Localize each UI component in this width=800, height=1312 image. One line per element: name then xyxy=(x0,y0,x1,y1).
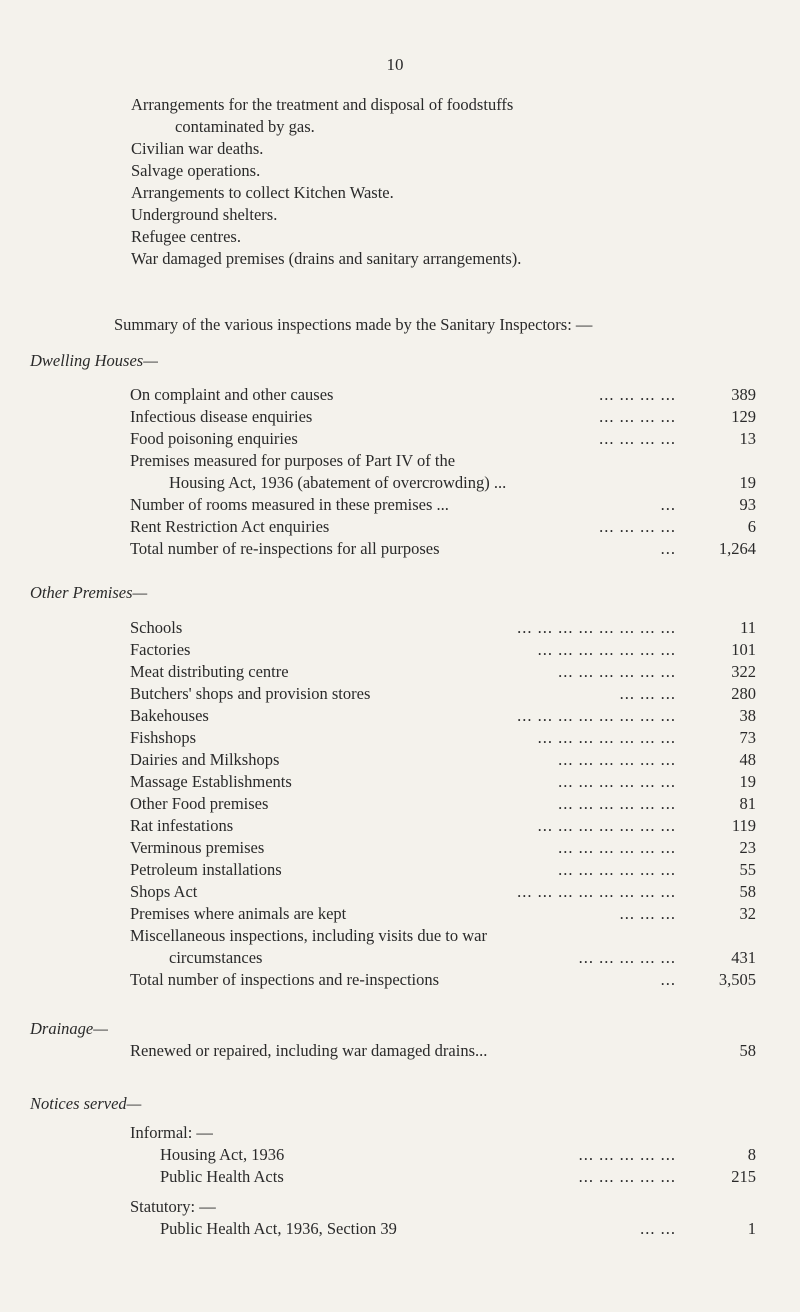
row-label: Schools xyxy=(130,618,183,637)
row-value: 58 xyxy=(739,882,756,901)
row-value: 1 xyxy=(747,1219,756,1238)
table-row xyxy=(130,472,756,494)
notices-statutory xyxy=(130,1196,756,1240)
table-row xyxy=(130,925,756,947)
intro-item: War damaged premises (drains and sanitary arrangements). xyxy=(131,249,522,268)
row-value: 23 xyxy=(739,838,756,857)
table-row xyxy=(130,859,756,881)
row-dots: ... xyxy=(660,495,676,514)
table-row xyxy=(130,494,756,516)
table-row xyxy=(130,617,756,639)
row-label: Miscellaneous inspections, including visits due to war xyxy=(130,926,487,945)
row-label: Bakehouses xyxy=(130,706,209,725)
row-value: 3,505 xyxy=(718,970,756,989)
table-row xyxy=(130,749,756,771)
table-row xyxy=(130,903,756,925)
row-label: Dairies and Milkshops xyxy=(130,750,280,769)
intro-list xyxy=(131,94,771,270)
table-row xyxy=(130,837,756,859)
summary-intro: Summary of the various inspections made by the Sanitary Inspectors: — xyxy=(114,315,593,334)
row-dots: ... ... xyxy=(640,1219,676,1238)
row-label: Number of rooms measured in these premises ... xyxy=(130,495,449,514)
row-dots: ... ... ... ... ... ... ... ... xyxy=(517,706,676,725)
row-dots: ... ... ... ... ... ... xyxy=(558,772,676,791)
row-value: 1,264 xyxy=(718,539,756,558)
row-value: 280 xyxy=(731,684,756,703)
table-row xyxy=(130,538,756,560)
row-value: 11 xyxy=(740,618,756,637)
dwelling-rows xyxy=(130,384,756,560)
row-dots: ... ... ... xyxy=(619,904,676,923)
row-label: Housing Act, 1936 xyxy=(160,1145,285,1164)
row-dots: ... ... ... ... ... ... ... ... xyxy=(517,882,676,901)
table-row xyxy=(130,771,756,793)
table-row xyxy=(130,793,756,815)
page-number: 10 xyxy=(386,55,404,74)
row-value: 38 xyxy=(739,706,756,725)
row-value: 19 xyxy=(739,772,756,791)
intro-item: Underground shelters. xyxy=(131,205,278,224)
row-dots: ... ... ... xyxy=(619,684,676,703)
row-value: 119 xyxy=(731,816,756,835)
row-value: 32 xyxy=(739,904,756,923)
section-heading-other: Other Premises— xyxy=(30,583,148,602)
intro-item: Refugee centres. xyxy=(131,227,241,246)
row-label: Fishshops xyxy=(130,728,197,747)
row-label: Shops Act xyxy=(130,882,198,901)
section-heading-drainage: Drainage— xyxy=(30,1019,108,1038)
row-label: Massage Establishments xyxy=(130,772,292,791)
table-row xyxy=(130,639,756,661)
row-label: Premises where animals are kept xyxy=(130,904,347,923)
row-label: Rent Restriction Act enquiries xyxy=(130,517,330,536)
table-row xyxy=(130,661,756,683)
row-value: 101 xyxy=(731,640,756,659)
table-row xyxy=(130,881,756,903)
row-value: 19 xyxy=(739,473,756,492)
row-value: 8 xyxy=(747,1145,756,1164)
row-dots: ... ... ... ... ... ... ... xyxy=(537,816,676,835)
table-row xyxy=(130,1218,756,1240)
drainage-rows xyxy=(130,1040,756,1062)
intro-item: Arrangements for the treatment and disposal of foodstuffs xyxy=(131,95,514,114)
informal-label: Informal: — xyxy=(130,1123,213,1142)
row-dots: ... ... ... ... ... ... xyxy=(558,662,676,681)
intro-item: Arrangements to collect Kitchen Waste. xyxy=(131,183,394,202)
row-label: Meat distributing centre xyxy=(130,662,289,681)
row-label: Verminous premises xyxy=(130,838,265,857)
table-row xyxy=(130,1144,756,1166)
row-label: Infectious disease enquiries xyxy=(130,407,313,426)
notices-informal xyxy=(130,1122,756,1188)
table-row xyxy=(130,947,756,969)
row-label: Factories xyxy=(130,640,191,659)
row-value: 129 xyxy=(731,407,756,426)
row-dots: ... ... ... ... xyxy=(599,385,676,404)
row-value: 215 xyxy=(731,1167,756,1186)
other-rows xyxy=(130,617,756,991)
row-value: 389 xyxy=(731,385,756,404)
row-dots: ... ... ... ... ... xyxy=(578,1145,676,1164)
row-label: On complaint and other causes xyxy=(130,385,334,404)
row-dots: ... ... ... ... ... ... xyxy=(558,794,676,813)
row-label: Other Food premises xyxy=(130,794,269,813)
table-row xyxy=(130,516,756,538)
row-value: 322 xyxy=(731,662,756,681)
table-row xyxy=(130,1040,756,1062)
row-label: Total number of re-inspections for all purposes xyxy=(130,539,440,558)
table-row xyxy=(130,815,756,837)
row-label: Total number of inspections and re-inspections xyxy=(130,970,440,989)
row-value: 48 xyxy=(739,750,756,769)
row-dots: ... ... ... ... ... ... xyxy=(558,838,676,857)
row-value: 58 xyxy=(739,1041,756,1060)
row-dots: ... ... ... ... xyxy=(599,429,676,448)
row-value: 55 xyxy=(739,860,756,879)
row-dots: ... ... ... ... xyxy=(599,407,676,426)
table-row xyxy=(130,1166,756,1188)
row-label: Food poisoning enquiries xyxy=(130,429,298,448)
intro-item: contaminated by gas. xyxy=(175,117,315,136)
table-row xyxy=(130,705,756,727)
row-value: 93 xyxy=(739,495,756,514)
row-label: circumstances xyxy=(169,948,263,967)
row-label: Public Health Act, 1936, Section 39 xyxy=(160,1219,397,1238)
row-label: Renewed or repaired, including war damaged drains... xyxy=(130,1041,488,1060)
row-value: 431 xyxy=(731,948,756,967)
row-value: 13 xyxy=(739,429,756,448)
table-row xyxy=(130,384,756,406)
table-row xyxy=(130,727,756,749)
statutory-label: Statutory: — xyxy=(130,1197,216,1216)
intro-item: Civilian war deaths. xyxy=(131,139,264,158)
row-dots: ... ... ... ... xyxy=(599,517,676,536)
table-row xyxy=(130,406,756,428)
row-dots: ... ... ... ... ... ... xyxy=(558,860,676,879)
row-dots: ... xyxy=(660,539,676,558)
section-heading-notices: Notices served— xyxy=(30,1094,142,1113)
row-dots: ... ... ... ... ... ... xyxy=(558,750,676,769)
table-row xyxy=(130,969,756,991)
row-label: Premises measured for purposes of Part IV of the xyxy=(130,451,456,470)
row-value: 81 xyxy=(739,794,756,813)
table-row xyxy=(130,428,756,450)
row-label: Rat infestations xyxy=(130,816,234,835)
row-dots: ... ... ... ... ... ... ... xyxy=(537,728,676,747)
row-label: Public Health Acts xyxy=(160,1167,284,1186)
row-label: Housing Act, 1936 (abatement of overcrowding) ... xyxy=(169,473,507,492)
row-value: 6 xyxy=(747,517,756,536)
table-row xyxy=(130,683,756,705)
row-dots: ... ... ... ... ... ... ... ... xyxy=(517,618,676,637)
table-row xyxy=(130,450,756,472)
row-label: Butchers' shops and provision stores xyxy=(130,684,371,703)
row-dots: ... ... ... ... ... ... ... xyxy=(537,640,676,659)
row-dots: ... xyxy=(660,970,676,989)
intro-item: Salvage operations. xyxy=(131,161,261,180)
section-heading-dwelling: Dwelling Houses— xyxy=(30,351,158,370)
row-value: 73 xyxy=(739,728,756,747)
row-dots: ... ... ... ... ... xyxy=(578,1167,676,1186)
row-label: Petroleum installations xyxy=(130,860,282,879)
row-dots: ... ... ... ... ... xyxy=(578,948,676,967)
